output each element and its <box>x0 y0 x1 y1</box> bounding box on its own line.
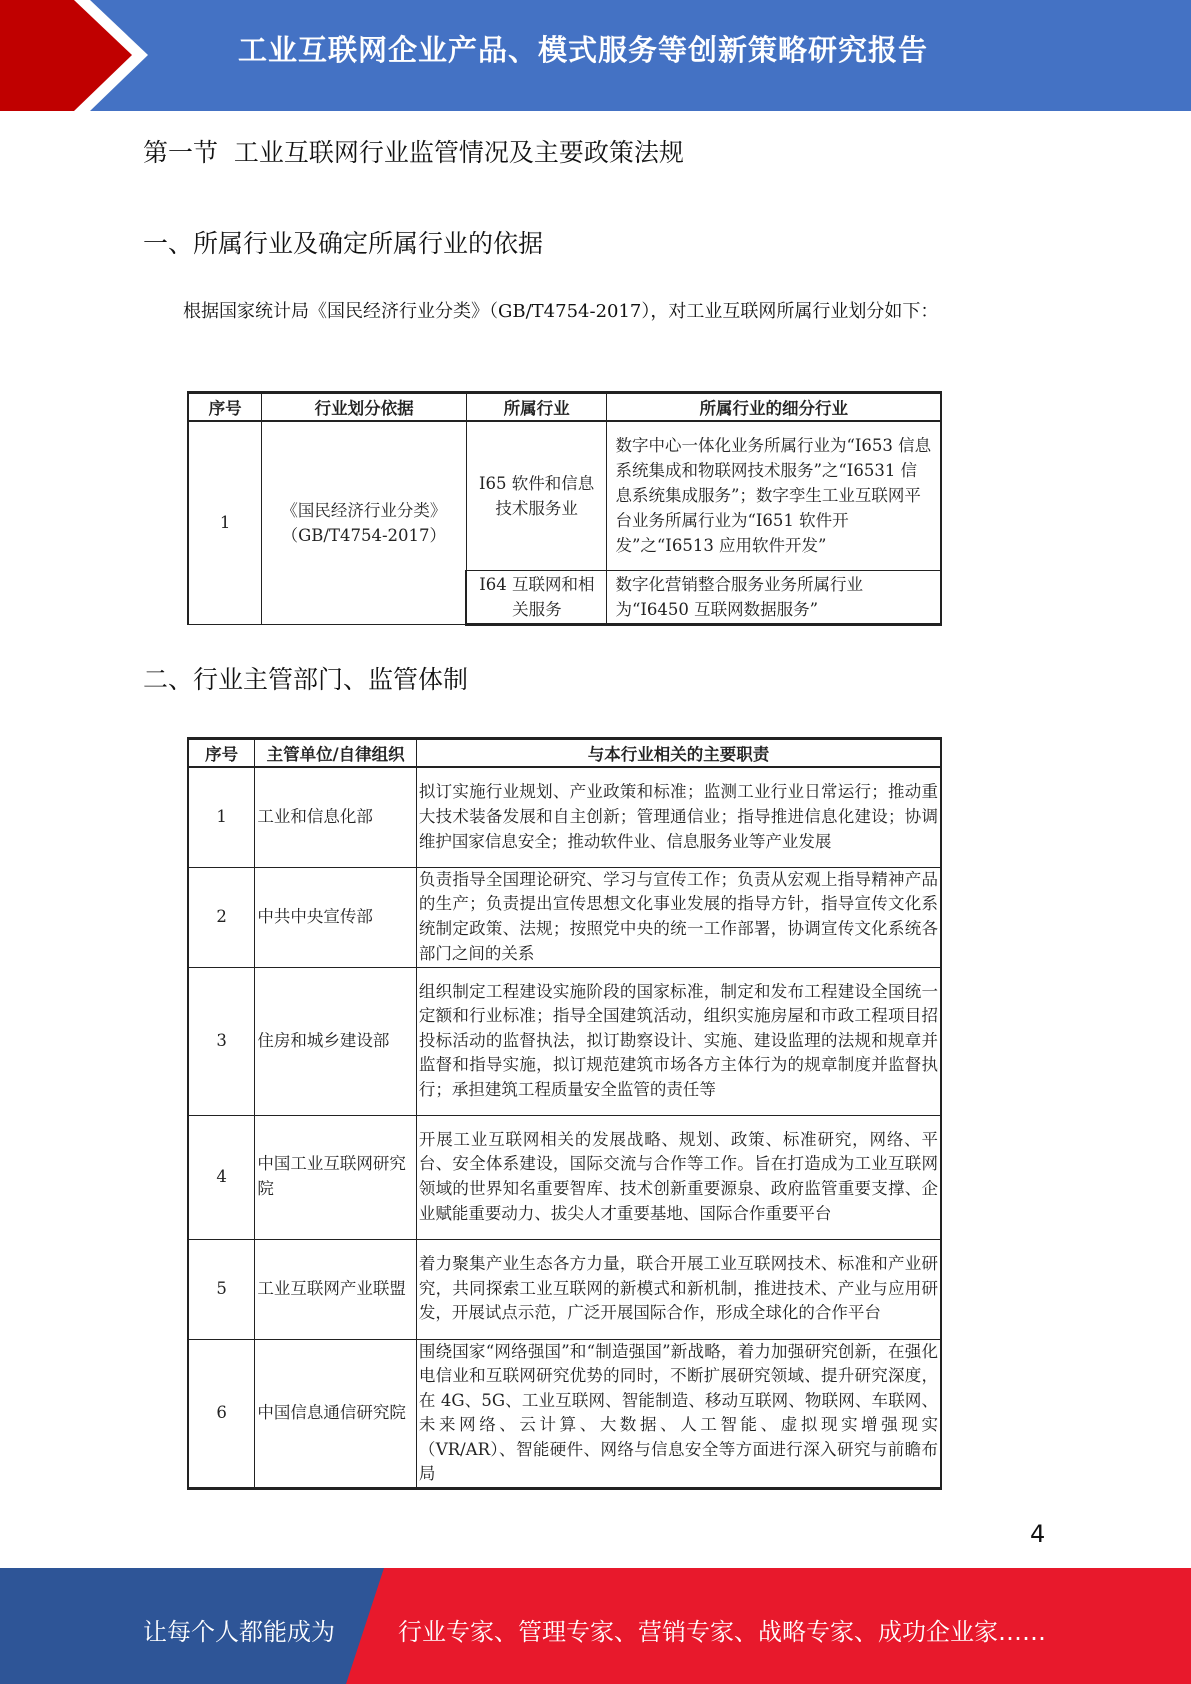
duty-cell: 着力聚集产业生态各方力量，联合开展工业互联网技术、标准和产业研究，共同探索工业互联网的新模式和新机制，推进技术、产业与应用研发，开展试点示范，广泛开展国际合作，形成全球化的合作平台 <box>416 1239 941 1339</box>
intro-paragraph: 根据国家统计局《国民经济行业分类》（GB/T4754-2017），对工业互联网所属行业划分如下： <box>183 301 939 322</box>
table-row <box>188 767 941 867</box>
table-row <box>188 1339 941 1489</box>
industry-classification-table <box>187 391 942 626</box>
organization-cell: 工业互联网产业联盟 <box>255 1239 417 1339</box>
footer-slogan-left: 让每个人都能成为 <box>143 1618 335 1646</box>
column-header: 序号 <box>188 739 255 768</box>
duty-cell: 拟订实施行业规划、产业政策和标准；监测工业行业日常运行；推动重大技术装备发展和自主创新；管理通信业；指导推进信息化建设；协调维护国家信息安全；推动软件业、信息服务业等产业发展 <box>416 767 941 867</box>
page-footer <box>0 1568 1191 1684</box>
row-number: 1 <box>188 767 255 867</box>
subsection-title-1: 一、所属行业及确定所属行业的依据 <box>143 229 544 258</box>
sub-industry-cell: 数字中心一体化业务所属行业为“I653 信息系统集成和物联网技术服务”之“I6531 信息系统集成服务”；数字孪生工业互联网平台业务所属行业为“I651 软件开发”之“I6513 应用软件开发” <box>607 421 941 570</box>
table-row <box>188 421 941 570</box>
page-header <box>0 0 1191 111</box>
footer-slogan-right: 行业专家、管理专家、营销专家、战略专家、成功企业家…… <box>398 1618 1046 1646</box>
table-row <box>188 1115 941 1239</box>
classification-basis: 《国民经济行业分类》（GB/T4754-2017） <box>262 421 467 624</box>
organization-cell: 中共中央宣传部 <box>255 867 417 967</box>
section-title: 第一节 工业互联网行业监管情况及主要政策法规 <box>143 138 684 167</box>
sub-industry-cell: 数字化营销整合服务业务所属行业为“I6450 互联网数据服务” <box>607 570 941 624</box>
duty-cell: 开展工业互联网相关的发展战略、规划、政策、标准研究，网络、平台、安全体系建设，国际交流与合作等工作。旨在打造成为工业互联网领域的世界知名重要智库、技术创新重要源泉、政府监管重要支撑、企业赋能重要动力、拔尖人才重要基地、国际合作重要平台 <box>416 1115 941 1239</box>
column-header: 所属行业 <box>466 393 607 422</box>
industry-cell: I64 互联网和相关服务 <box>466 570 607 624</box>
row-number: 6 <box>188 1339 255 1489</box>
row-number: 5 <box>188 1239 255 1339</box>
organization-cell: 工业和信息化部 <box>255 767 417 867</box>
column-header: 主管单位/自律组织 <box>255 739 417 768</box>
row-number: 3 <box>188 967 255 1115</box>
page-number: 4 <box>1030 1520 1046 1548</box>
industry-cell: I65 软件和信息技术服务业 <box>466 421 607 570</box>
column-header: 与本行业相关的主要职责 <box>416 739 941 768</box>
organization-cell: 中国信息通信研究院 <box>255 1339 417 1489</box>
row-number: 2 <box>188 867 255 967</box>
regulatory-bodies-table <box>187 737 942 1490</box>
duty-cell: 围绕国家“网络强国”和“制造强国”新战略，着力加强研究创新，在强化电信业和互联网研究优势的同时，不断扩展研究领域、提升研究深度，在 4G、5G、工业互联网、智能制造、移动互联网、物联网、车联网、未来网络、云计算、大数据、人工智能、虚拟现实增强现实（VR/AR）、智能硬件、网络与信息安全等方面进行深入研究与前瞻布局 <box>416 1339 941 1489</box>
table-row <box>188 967 941 1115</box>
column-header: 所属行业的细分行业 <box>607 393 941 422</box>
row-number: 1 <box>188 421 262 624</box>
row-number: 4 <box>188 1115 255 1239</box>
organization-cell: 住房和城乡建设部 <box>255 967 417 1115</box>
column-header: 序号 <box>188 393 262 422</box>
column-header: 行业划分依据 <box>262 393 467 422</box>
organization-cell: 中国工业互联网研究院 <box>255 1115 417 1239</box>
duty-cell: 负责指导全国理论研究、学习与宣传工作；负责从宏观上指导精神产品的生产；负责提出宣传思想文化事业发展的指导方针，指导宣传文化系统制定政策、法规；按照党中央的统一工作部署，协调宣传文化系统各部门之间的关系 <box>416 867 941 967</box>
duty-cell: 组织制定工程建设实施阶段的国家标准，制定和发布工程建设全国统一定额和行业标准；指导全国建筑活动，组织实施房屋和市政工程项目招投标活动的监督执法，拟订勘察设计、实施、建设监理的法规和规章并监督和指导实施，拟订规范建筑市场各方主体行为的规章制度并监督执行；承担建筑工程质量安全监管的责任等 <box>416 967 941 1115</box>
table-header-row <box>188 393 941 422</box>
subsection-title-2: 二、行业主管部门、监管体制 <box>143 665 469 694</box>
table-header-row <box>188 739 941 768</box>
report-title: 工业互联网企业产品、模式服务等创新策略研究报告 <box>238 33 929 67</box>
table-row <box>188 867 941 967</box>
table-row <box>188 1239 941 1339</box>
